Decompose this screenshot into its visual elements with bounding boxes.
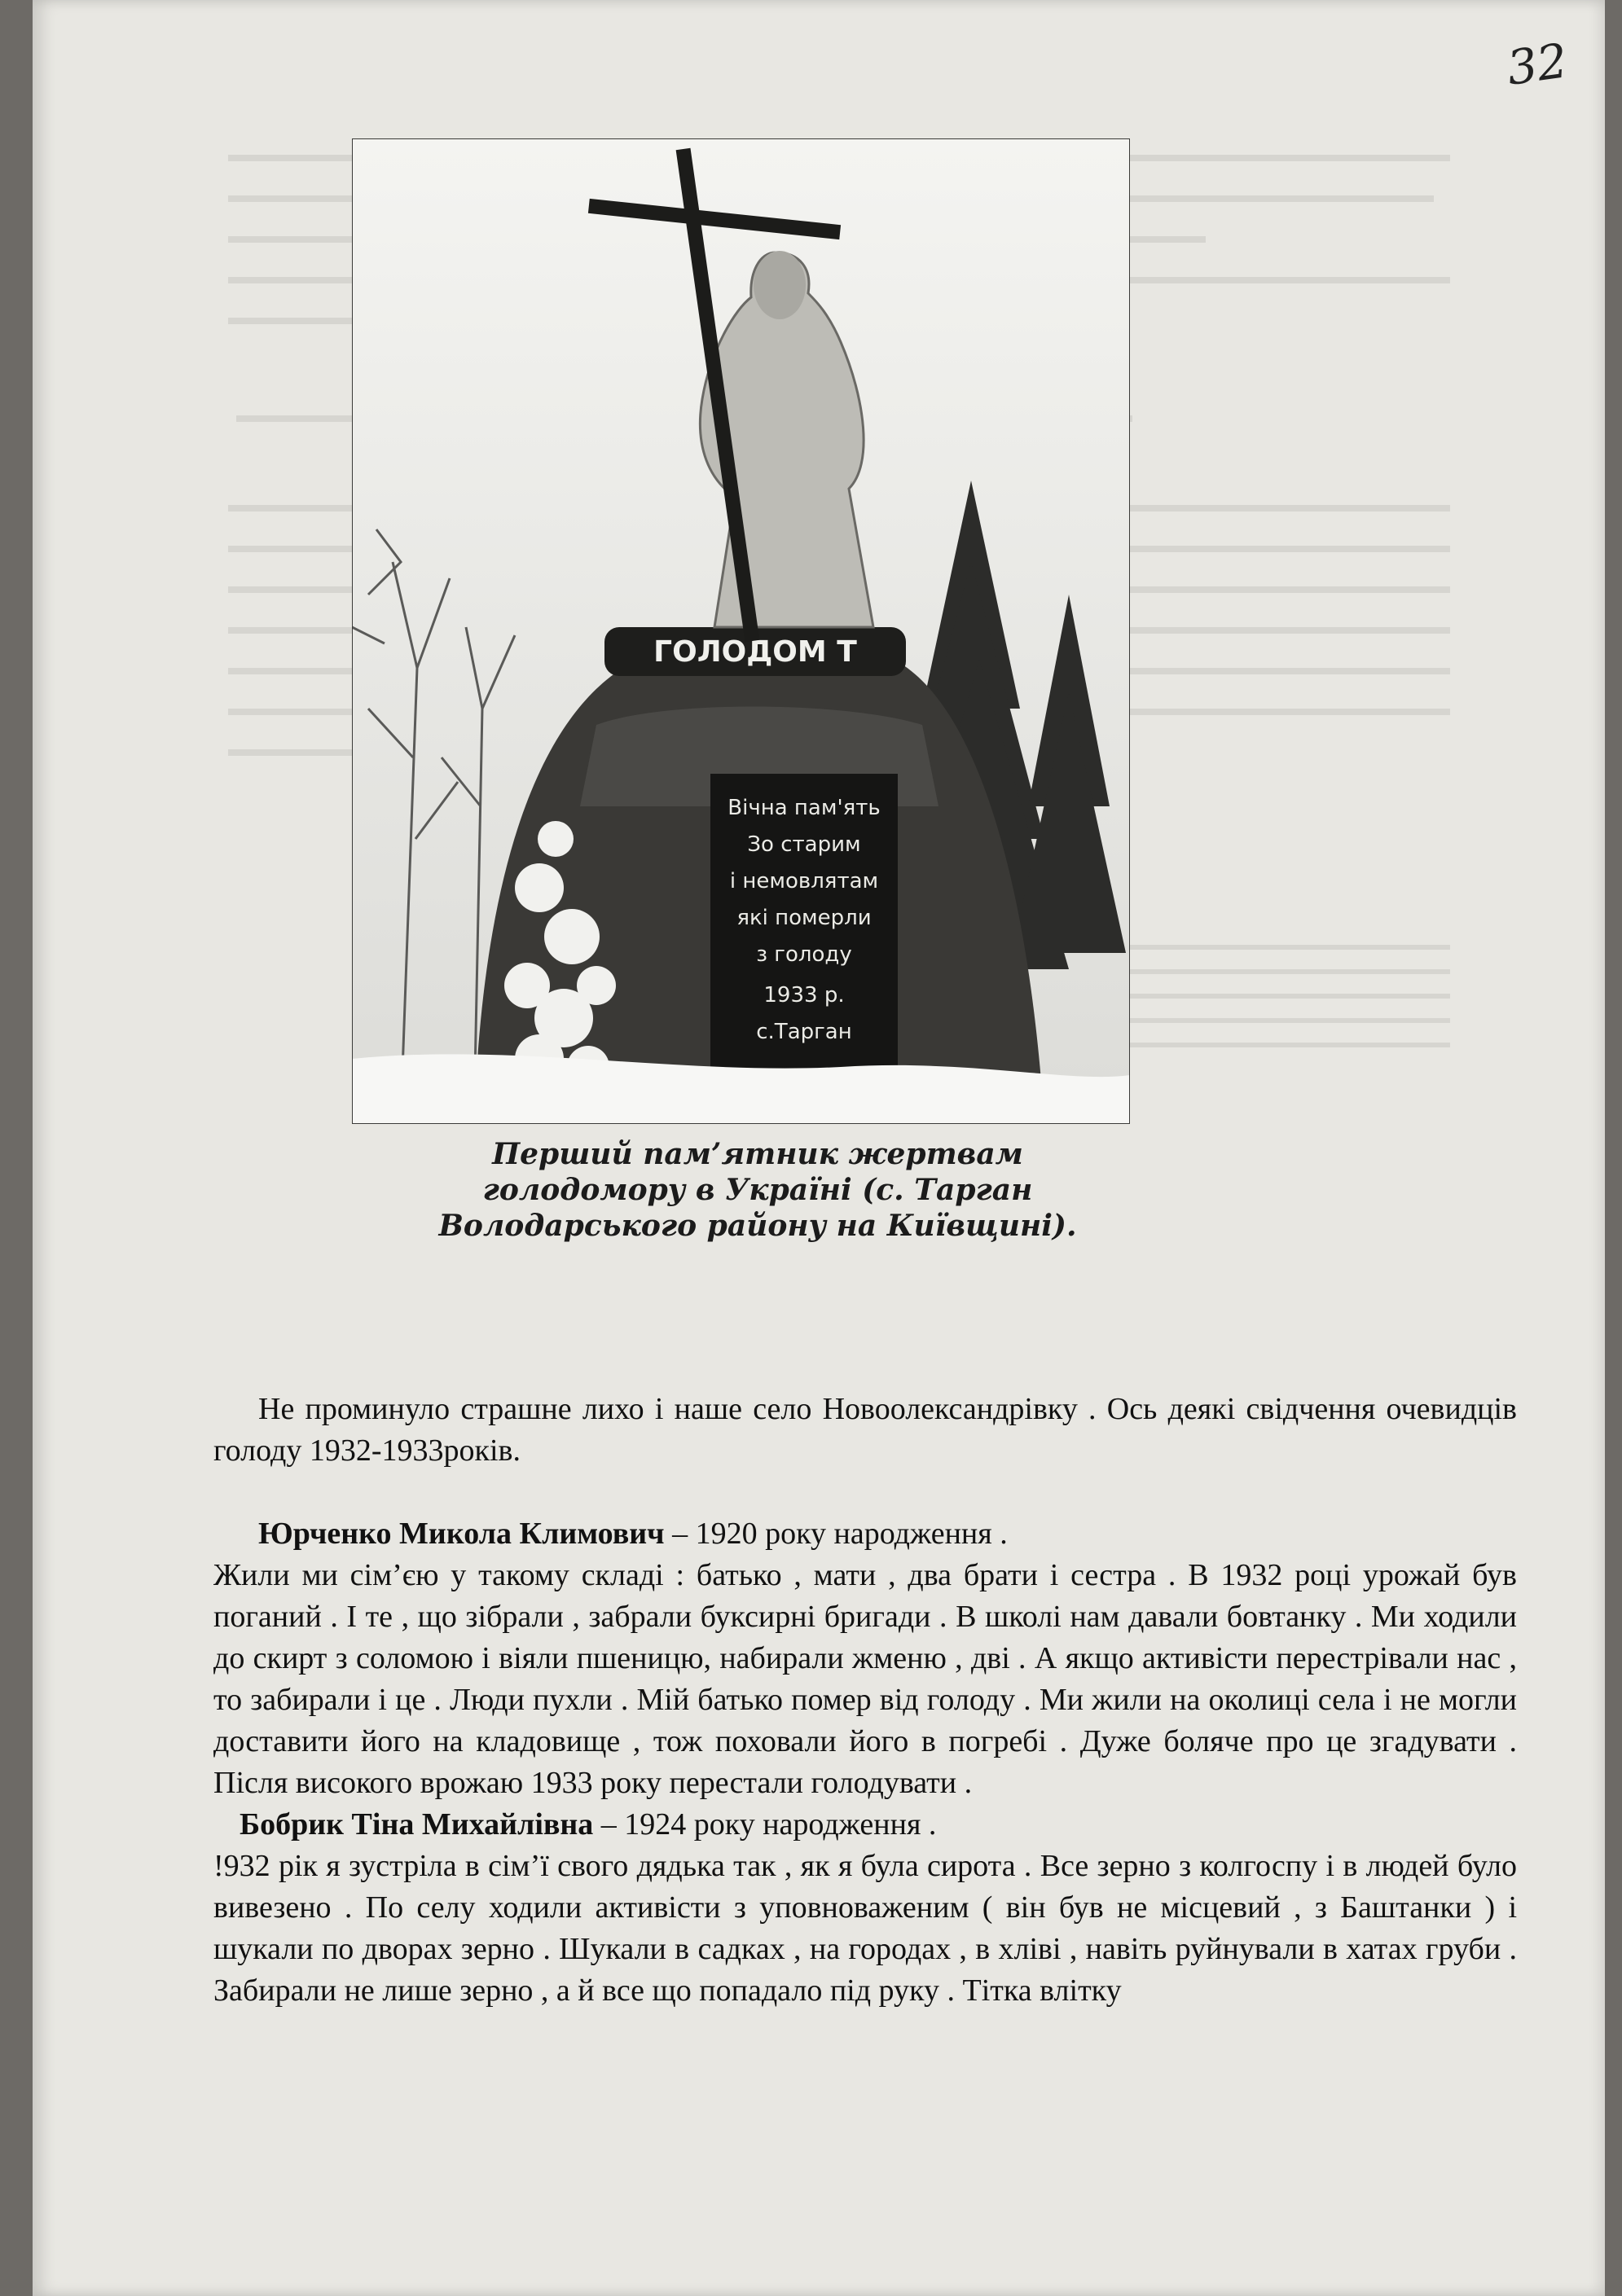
photo-caption (358, 1136, 1157, 1244)
testimony-heading (213, 1804, 1517, 1846)
plaque-line: і немовлятам (729, 869, 879, 893)
caption-line: Перший пам’ятник жертвам (492, 1137, 1023, 1171)
monument-photo (352, 138, 1130, 1124)
monument-banner-text: ГОЛОДОМ Т (653, 635, 857, 669)
plaque-line: 1933 р. (763, 983, 845, 1008)
witness-birth: – 1924 року народження . (593, 1807, 937, 1842)
document-body (213, 1389, 1517, 2012)
famine-monument-photo-icon (352, 138, 1130, 1124)
plaque-line: Зо старим (747, 832, 861, 857)
plaque-line: з голоду (756, 942, 852, 967)
witness-name: Юрченко Микола Климович (258, 1517, 665, 1551)
page-number: 32 (1503, 33, 1571, 96)
plaque-line: Вічна пам'ять (727, 796, 881, 820)
testimony-text: !932 рік я зустріла в сім’ї свого дядька так , як я була сирота . Все зерно з колгоспу і в людей було вивезено . По селу ходили активісти з уповноваженим ( він був не місцевий , з Баштанки ) і шукали по дворах зерно . Шукали в садках , на городах , в хліві , навіть руйнували в хатах груби . Забирали не лише зерно , а й все що попадало під руку . Тітка влітку (213, 1849, 1517, 2008)
paragraph-gap (213, 1472, 1517, 1513)
testimony-text: Жили ми сім’єю у такому складі : батько , мати , два брати і сестра . В 1932 році урожай був поганий . І те , що зібрали , забрали буксирні бригади . В школі нам давали бовтанку . Ми ходили до скирт з соломою і віяли пшеницю, набирали жменю , дві . А якщо активісти перестрівали нас , то забирали і це . Люди пухли . Мій батько помер від голоду . Ми жили на околиці села і не могли доставити його на кладовище , тож поховали його в погребі . Дуже боляче про це згадувати . Після високого врожаю 1933 року перестали голодувати . (213, 1558, 1517, 1800)
plaque-line: які померли (736, 906, 872, 930)
witness-birth: – 1920 року народження . (664, 1517, 1008, 1551)
witness-name: Бобрик Тіна Михайлівна (240, 1807, 594, 1842)
intro-paragraph: Не проминуло страшне лихо і наше село Новоолександрівку . Ось деякі свідчення очевидців голоду 1932-1933років. (213, 1392, 1517, 1468)
testimony-heading (213, 1513, 1517, 1555)
plaque-line: с.Тарган (756, 1020, 852, 1044)
caption-line: Володарського району на Київщині). (438, 1209, 1077, 1243)
caption-line: голодомору в Україні (с. Тарган (482, 1173, 1033, 1207)
document-page (33, 0, 1605, 2296)
